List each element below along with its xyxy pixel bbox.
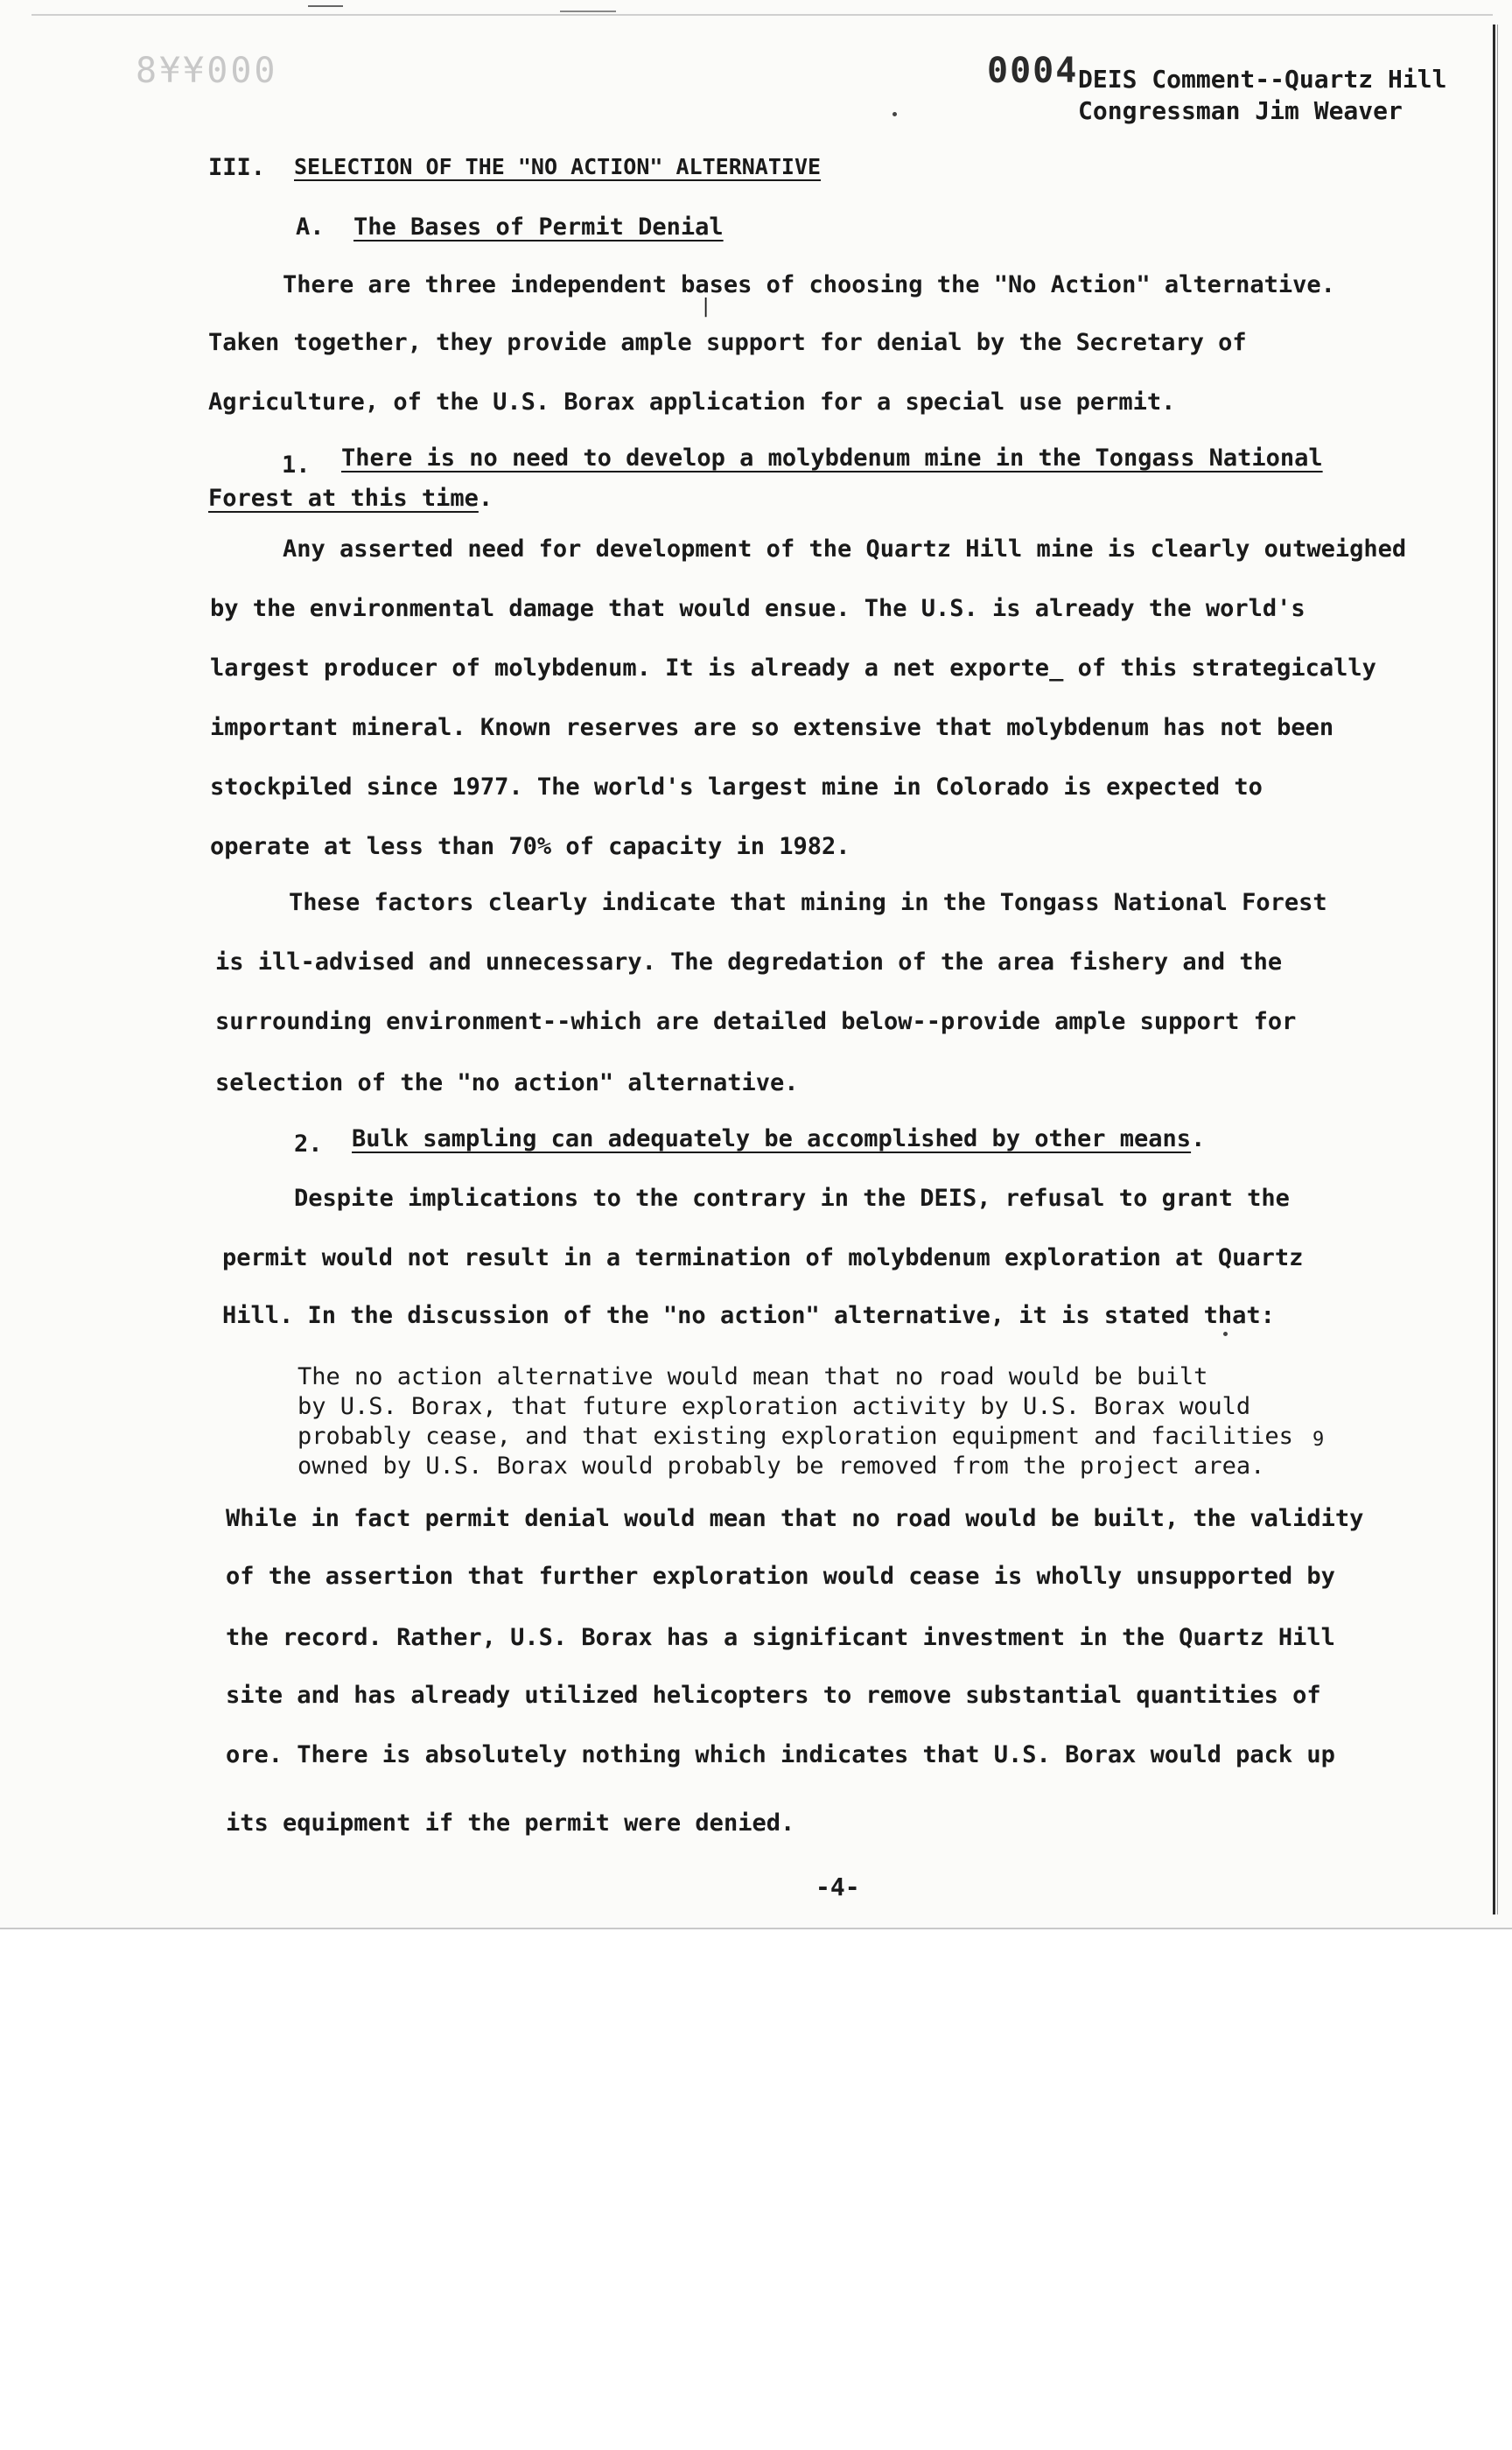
quote-line: by U.S. Borax, that future exploration activity by U.S. Borax would <box>298 1393 1251 1420</box>
paragraph-line: Agriculture, of the U.S. Borax application for a special use permit. <box>208 388 1176 416</box>
paragraph-line: operate at less than 70% of capacity in 1982. <box>210 833 850 860</box>
section-number: III. <box>208 154 266 181</box>
paragraph-line: site and has already utilized helicopters to remove substantial quantities of <box>226 1682 1321 1709</box>
scan-speck <box>1223 1332 1228 1336</box>
scan-artifact-mark <box>560 10 616 12</box>
paragraph-line: stockpiled since 1977. The world's largest mine in Colorado is expected to <box>210 774 1263 801</box>
page-right-edge <box>1493 24 1495 1914</box>
paragraph-line: permit would not result in a termination of molybdenum exploration at Quartz <box>222 1244 1304 1271</box>
paragraph-line: of the assertion that further exploration would cease is wholly unsupported by <box>226 1563 1335 1590</box>
footnote-reference: 9 <box>1312 1429 1325 1451</box>
section-title: SELECTION OF THE "NO ACTION" ALTERNATIVE <box>294 154 822 179</box>
page-number: -4- <box>816 1872 860 1901</box>
subsection-letter: A. <box>296 214 325 241</box>
document-stamp-right: 0004 <box>987 51 1079 91</box>
paragraph-line: There are three independent bases of choosing the "No Action" alternative. <box>283 271 1335 298</box>
paragraph-line: Any asserted need for development of the Quartz Hill mine is clearly outweighed <box>283 536 1407 563</box>
page-top-rule <box>32 14 1493 16</box>
paragraph-line: While in fact permit denial would mean that no road would be built, the validity <box>226 1505 1364 1532</box>
paragraph-line: selection of the "no action" alternative. <box>215 1069 799 1096</box>
paragraph-line: by the environmental damage that would ensue. The U.S. is already the world's <box>210 595 1306 622</box>
point-title-line: Forest at this time <box>208 485 479 512</box>
scan-bottom-edge <box>0 1928 1512 1929</box>
quote-line: owned by U.S. Borax would probably be removed from the project area. <box>298 1452 1265 1480</box>
paragraph-line: its equipment if the permit were denied. <box>226 1810 795 1837</box>
paragraph-line: is ill-advised and unnecessary. The degredation of the area fishery and the <box>215 948 1283 976</box>
paragraph-line: largest producer of molybdenum. It is already a net exporte_ of this strategically <box>210 654 1376 682</box>
header-document-title: DEIS Comment--Quartz Hill <box>1078 65 1447 94</box>
scan-tick: | <box>700 296 712 318</box>
document-stamp-left: 8¥¥000 <box>136 51 278 91</box>
paragraph-line: ore. There is absolutely nothing which indicates that U.S. Borax would pack up <box>226 1741 1335 1768</box>
point-title-period: . <box>1191 1125 1206 1152</box>
paragraph-line: Taken together, they provide ample support for denial by the Secretary of <box>208 329 1247 356</box>
paragraph-line: Despite implications to the contrary in the DEIS, refusal to grant the <box>294 1185 1290 1212</box>
point-title-period: . <box>478 485 494 512</box>
point-title-line: There is no need to develop a molybdenum mine in the Tongass National <box>341 444 1323 472</box>
paragraph-line: Hill. In the discussion of the "no action" alternative, it is stated that: <box>222 1302 1275 1329</box>
paragraph-line: surrounding environment--which are detailed below--provide ample support for <box>215 1008 1297 1035</box>
point-number: 2. <box>294 1130 323 1158</box>
paragraph-line: important mineral. Known reserves are so extensive that molybdenum has not been <box>210 714 1334 741</box>
header-author: Congressman Jim Weaver <box>1078 96 1403 125</box>
point-number: 1. <box>282 452 311 479</box>
scan-speck <box>892 112 897 116</box>
scan-artifact-mark <box>308 5 343 7</box>
paragraph-line: the record. Rather, U.S. Borax has a significant investment in the Quartz Hill <box>226 1624 1335 1651</box>
subsection-title: The Bases of Permit Denial <box>354 214 724 241</box>
paragraph-line: These factors clearly indicate that mining in the Tongass National Forest <box>289 889 1327 916</box>
page-right-edge-shadow <box>1497 24 1498 1914</box>
quote-line: The no action alternative would mean that no road would be built <box>298 1363 1208 1390</box>
point-title: Bulk sampling can adequately be accomplished by other means <box>352 1125 1192 1152</box>
quote-line: probably cease, and that existing exploration equipment and facilities <box>298 1423 1293 1450</box>
